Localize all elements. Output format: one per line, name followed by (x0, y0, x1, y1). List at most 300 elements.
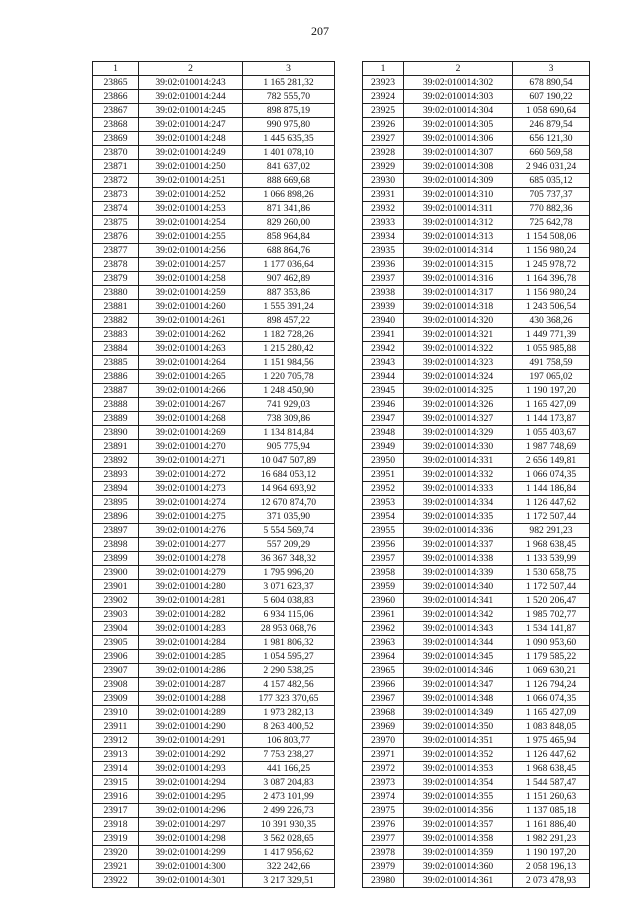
cadastral-number-cell: 39:02:010014:298 (139, 832, 243, 846)
table-row (363, 370, 590, 384)
row-number-cell: 23930 (363, 174, 404, 188)
value-cell: 1 066 898,26 (243, 188, 335, 202)
row-number-cell: 23939 (363, 300, 404, 314)
table-row (93, 496, 335, 510)
value-cell: 557 209,29 (243, 538, 335, 552)
cadastral-number-cell: 39:02:010014:305 (404, 118, 513, 132)
cadastral-number-cell: 39:02:010014:295 (139, 790, 243, 804)
cadastral-number-cell: 39:02:010014:311 (404, 202, 513, 216)
row-number-cell: 23882 (93, 314, 139, 328)
row-number-cell: 23934 (363, 230, 404, 244)
row-number-cell: 23883 (93, 328, 139, 342)
cadastral-number-cell: 39:02:010014:338 (404, 552, 513, 566)
value-cell: 1 066 074,35 (513, 468, 590, 482)
cadastral-number-cell: 39:02:010014:312 (404, 216, 513, 230)
value-cell: 2 473 101,99 (243, 790, 335, 804)
value-cell: 725 642,78 (513, 216, 590, 230)
cadastral-number-cell: 39:02:010014:322 (404, 342, 513, 356)
cadastral-number-cell: 39:02:010014:333 (404, 482, 513, 496)
cadastral-number-cell: 39:02:010014:318 (404, 300, 513, 314)
table-row (93, 426, 335, 440)
cadastral-number-cell: 39:02:010014:316 (404, 272, 513, 286)
table-row (363, 356, 590, 370)
value-cell: 1 055 403,67 (513, 426, 590, 440)
table-row (363, 286, 590, 300)
row-number-cell: 23898 (93, 538, 139, 552)
cadastral-number-cell: 39:02:010014:261 (139, 314, 243, 328)
column-header-value: 3 (243, 62, 335, 76)
value-cell: 3 562 028,65 (243, 832, 335, 846)
row-number-cell: 23960 (363, 594, 404, 608)
row-number-cell: 23897 (93, 524, 139, 538)
value-cell: 2 946 031,24 (513, 160, 590, 174)
cadastral-number-cell: 39:02:010014:334 (404, 496, 513, 510)
table-row (93, 804, 335, 818)
value-cell: 688 864,76 (243, 244, 335, 258)
row-number-cell: 23873 (93, 188, 139, 202)
row-number-cell: 23942 (363, 342, 404, 356)
value-cell: 12 670 874,70 (243, 496, 335, 510)
row-number-cell: 23889 (93, 412, 139, 426)
value-cell: 491 758,59 (513, 356, 590, 370)
row-number-cell: 23945 (363, 384, 404, 398)
value-cell: 1 165 427,09 (513, 706, 590, 720)
cadastral-number-cell: 39:02:010014:296 (139, 804, 243, 818)
table-row (363, 846, 590, 860)
table-row (93, 566, 335, 580)
table-row (93, 272, 335, 286)
table-row (363, 510, 590, 524)
value-cell: 322 242,66 (243, 860, 335, 874)
cadastral-number-cell: 39:02:010014:360 (404, 860, 513, 874)
value-cell: 1 975 465,94 (513, 734, 590, 748)
value-cell: 430 368,26 (513, 314, 590, 328)
value-cell: 660 569,58 (513, 146, 590, 160)
table-body (363, 76, 590, 888)
cadastral-number-cell: 39:02:010014:247 (139, 118, 243, 132)
table-row (93, 230, 335, 244)
row-number-cell: 23894 (93, 482, 139, 496)
table-row (363, 860, 590, 874)
row-number-cell: 23887 (93, 384, 139, 398)
cadastral-number-cell: 39:02:010014:282 (139, 608, 243, 622)
value-cell: 1 054 595,27 (243, 650, 335, 664)
row-number-cell: 23919 (93, 832, 139, 846)
row-number-cell: 23892 (93, 454, 139, 468)
cadastral-number-cell: 39:02:010014:249 (139, 146, 243, 160)
table-row (93, 482, 335, 496)
value-cell: 1 968 638,45 (513, 762, 590, 776)
column-header-number: 1 (363, 62, 404, 76)
column-header-value: 3 (513, 62, 590, 76)
row-number-cell: 23874 (93, 202, 139, 216)
table-row (93, 874, 335, 888)
table-row (363, 636, 590, 650)
cadastral-number-cell: 39:02:010014:301 (139, 874, 243, 888)
row-number-cell: 23953 (363, 496, 404, 510)
value-cell: 1 144 173,87 (513, 412, 590, 426)
value-cell: 16 684 053,12 (243, 468, 335, 482)
table-row (93, 118, 335, 132)
row-number-cell: 23908 (93, 678, 139, 692)
cadastral-number-cell: 39:02:010014:326 (404, 398, 513, 412)
table-row (93, 202, 335, 216)
table-row (93, 76, 335, 90)
value-cell: 2 058 196,13 (513, 860, 590, 874)
row-number-cell: 23967 (363, 692, 404, 706)
row-number-cell: 23916 (93, 790, 139, 804)
value-cell: 1 066 074,35 (513, 692, 590, 706)
value-cell: 28 953 068,76 (243, 622, 335, 636)
row-number-cell: 23968 (363, 706, 404, 720)
table-row (363, 706, 590, 720)
value-cell: 6 934 115,06 (243, 608, 335, 622)
cadastral-number-cell: 39:02:010014:290 (139, 720, 243, 734)
row-number-cell: 23907 (93, 664, 139, 678)
table-row (363, 818, 590, 832)
row-number-cell: 23952 (363, 482, 404, 496)
value-cell: 1 243 506,54 (513, 300, 590, 314)
table-row (363, 538, 590, 552)
row-number-cell: 23936 (363, 258, 404, 272)
table-row (363, 398, 590, 412)
table-row (93, 706, 335, 720)
cadastral-number-cell: 39:02:010014:254 (139, 216, 243, 230)
cadastral-number-cell: 39:02:010014:302 (404, 76, 513, 90)
cadastral-number-cell: 39:02:010014:274 (139, 496, 243, 510)
cadastral-number-cell: 39:02:010014:358 (404, 832, 513, 846)
table-row (363, 762, 590, 776)
cadastral-number-cell: 39:02:010014:244 (139, 90, 243, 104)
table-row (363, 230, 590, 244)
row-number-cell: 23928 (363, 146, 404, 160)
cadastral-number-cell: 39:02:010014:327 (404, 412, 513, 426)
cadastral-number-cell: 39:02:010014:250 (139, 160, 243, 174)
row-number-cell: 23865 (93, 76, 139, 90)
row-number-cell: 23875 (93, 216, 139, 230)
cadastral-number-cell: 39:02:010014:277 (139, 538, 243, 552)
cadastral-number-cell: 39:02:010014:330 (404, 440, 513, 454)
table-row (93, 454, 335, 468)
table-row (93, 300, 335, 314)
cadastral-number-cell: 39:02:010014:260 (139, 300, 243, 314)
value-cell: 705 737,37 (513, 188, 590, 202)
value-cell: 1 172 507,44 (513, 510, 590, 524)
value-cell: 371 035,90 (243, 510, 335, 524)
cadastral-number-cell: 39:02:010014:357 (404, 818, 513, 832)
registry-table-left (92, 61, 335, 888)
cadastral-number-cell: 39:02:010014:285 (139, 650, 243, 664)
cadastral-number-cell: 39:02:010014:279 (139, 566, 243, 580)
table-row (93, 342, 335, 356)
cadastral-number-cell: 39:02:010014:304 (404, 104, 513, 118)
cadastral-number-cell: 39:02:010014:332 (404, 468, 513, 482)
cadastral-number-cell: 39:02:010014:262 (139, 328, 243, 342)
value-cell: 841 637,02 (243, 160, 335, 174)
value-cell: 1 151 984,56 (243, 356, 335, 370)
row-number-cell: 23975 (363, 804, 404, 818)
table-row (363, 720, 590, 734)
table-row (93, 734, 335, 748)
cadastral-number-cell: 39:02:010014:253 (139, 202, 243, 216)
table-row (93, 104, 335, 118)
table-row (363, 468, 590, 482)
table-row (93, 762, 335, 776)
cadastral-number-cell: 39:02:010014:314 (404, 244, 513, 258)
value-cell: 2 073 478,93 (513, 874, 590, 888)
value-cell: 1 069 630,21 (513, 664, 590, 678)
row-number-cell: 23943 (363, 356, 404, 370)
value-cell: 1 154 508,06 (513, 230, 590, 244)
row-number-cell: 23980 (363, 874, 404, 888)
table-row (363, 482, 590, 496)
row-number-cell: 23973 (363, 776, 404, 790)
value-cell: 177 323 370,65 (243, 692, 335, 706)
value-cell: 741 929,03 (243, 398, 335, 412)
row-number-cell: 23933 (363, 216, 404, 230)
row-number-cell: 23966 (363, 678, 404, 692)
table-row (363, 776, 590, 790)
table-row (363, 118, 590, 132)
cadastral-number-cell: 39:02:010014:307 (404, 146, 513, 160)
cadastral-number-cell: 39:02:010014:275 (139, 510, 243, 524)
page-number: 207 (311, 24, 329, 38)
cadastral-number-cell: 39:02:010014:306 (404, 132, 513, 146)
row-number-cell: 23971 (363, 748, 404, 762)
row-number-cell: 23877 (93, 244, 139, 258)
row-number-cell: 23929 (363, 160, 404, 174)
table-row (363, 566, 590, 580)
value-cell: 1 987 748,69 (513, 440, 590, 454)
table-row (93, 356, 335, 370)
value-cell: 887 353,86 (243, 286, 335, 300)
table-row (93, 188, 335, 202)
table-row (363, 132, 590, 146)
row-number-cell: 23923 (363, 76, 404, 90)
row-number-cell: 23915 (93, 776, 139, 790)
value-cell: 1 134 814,84 (243, 426, 335, 440)
row-number-cell: 23895 (93, 496, 139, 510)
row-number-cell: 23977 (363, 832, 404, 846)
table-row (363, 594, 590, 608)
value-cell: 1 248 450,90 (243, 384, 335, 398)
cadastral-number-cell: 39:02:010014:315 (404, 258, 513, 272)
table-row (363, 496, 590, 510)
row-number-cell: 23866 (93, 90, 139, 104)
table-row (363, 454, 590, 468)
table-body (93, 76, 335, 888)
row-number-cell: 23867 (93, 104, 139, 118)
table-row (363, 790, 590, 804)
cadastral-number-cell: 39:02:010014:350 (404, 720, 513, 734)
row-number-cell: 23924 (363, 90, 404, 104)
row-number-cell: 23876 (93, 230, 139, 244)
table-row (363, 678, 590, 692)
value-cell: 1 182 728,26 (243, 328, 335, 342)
value-cell: 1 534 141,87 (513, 622, 590, 636)
table-row (363, 384, 590, 398)
cadastral-number-cell: 39:02:010014:337 (404, 538, 513, 552)
row-number-cell: 23886 (93, 370, 139, 384)
value-cell: 685 035,12 (513, 174, 590, 188)
row-number-cell: 23978 (363, 846, 404, 860)
table-row (363, 524, 590, 538)
table-row (93, 132, 335, 146)
table-row (363, 202, 590, 216)
table-row (363, 272, 590, 286)
row-number-cell: 23956 (363, 538, 404, 552)
cadastral-number-cell: 39:02:010014:335 (404, 510, 513, 524)
cadastral-number-cell: 39:02:010014:265 (139, 370, 243, 384)
value-cell: 8 263 400,52 (243, 720, 335, 734)
row-number-cell: 23869 (93, 132, 139, 146)
cadastral-number-cell: 39:02:010014:266 (139, 384, 243, 398)
value-cell: 1 137 085,18 (513, 804, 590, 818)
row-number-cell: 23927 (363, 132, 404, 146)
row-number-cell: 23885 (93, 356, 139, 370)
table-row (93, 384, 335, 398)
cadastral-number-cell: 39:02:010014:329 (404, 426, 513, 440)
cadastral-number-cell: 39:02:010014:354 (404, 776, 513, 790)
cadastral-number-cell: 39:02:010014:269 (139, 426, 243, 440)
table-row (93, 398, 335, 412)
table-row (93, 90, 335, 104)
row-number-cell: 23881 (93, 300, 139, 314)
row-number-cell: 23904 (93, 622, 139, 636)
table-row (363, 580, 590, 594)
cadastral-number-cell: 39:02:010014:271 (139, 454, 243, 468)
cadastral-number-cell: 39:02:010014:294 (139, 776, 243, 790)
value-cell: 2 499 226,73 (243, 804, 335, 818)
table-row (363, 650, 590, 664)
value-cell: 10 047 507,89 (243, 454, 335, 468)
cadastral-number-cell: 39:02:010014:321 (404, 328, 513, 342)
value-cell: 1 133 539,99 (513, 552, 590, 566)
table-row (363, 622, 590, 636)
row-number-cell: 23963 (363, 636, 404, 650)
value-cell: 441 166,25 (243, 762, 335, 776)
table-row (93, 594, 335, 608)
cadastral-number-cell: 39:02:010014:278 (139, 552, 243, 566)
value-cell: 1 968 638,45 (513, 538, 590, 552)
row-number-cell: 23920 (93, 846, 139, 860)
value-cell: 990 975,80 (243, 118, 335, 132)
table-row (93, 552, 335, 566)
row-number-cell: 23944 (363, 370, 404, 384)
row-number-cell: 23961 (363, 608, 404, 622)
cadastral-number-cell: 39:02:010014:341 (404, 594, 513, 608)
row-number-cell: 23965 (363, 664, 404, 678)
table-header-row (93, 62, 335, 76)
value-cell: 5 604 038,83 (243, 594, 335, 608)
table-row (363, 174, 590, 188)
table-row (363, 552, 590, 566)
row-number-cell: 23884 (93, 342, 139, 356)
row-number-cell: 23900 (93, 566, 139, 580)
cadastral-number-cell: 39:02:010014:276 (139, 524, 243, 538)
table-row (93, 146, 335, 160)
row-number-cell: 23954 (363, 510, 404, 524)
cadastral-number-cell: 39:02:010014:340 (404, 580, 513, 594)
row-number-cell: 23970 (363, 734, 404, 748)
cadastral-number-cell: 39:02:010014:339 (404, 566, 513, 580)
table-row (363, 692, 590, 706)
row-number-cell: 23979 (363, 860, 404, 874)
cadastral-number-cell: 39:02:010014:331 (404, 454, 513, 468)
value-cell: 1 973 282,13 (243, 706, 335, 720)
row-number-cell: 23959 (363, 580, 404, 594)
table-row (363, 104, 590, 118)
row-number-cell: 23903 (93, 608, 139, 622)
cadastral-number-cell: 39:02:010014:303 (404, 90, 513, 104)
cadastral-number-cell: 39:02:010014:270 (139, 440, 243, 454)
cadastral-number-cell: 39:02:010014:292 (139, 748, 243, 762)
table-row (363, 832, 590, 846)
table-row (93, 160, 335, 174)
cadastral-number-cell: 39:02:010014:288 (139, 692, 243, 706)
cadastral-number-cell: 39:02:010014:336 (404, 524, 513, 538)
cadastral-number-cell: 39:02:010014:252 (139, 188, 243, 202)
table-row (363, 748, 590, 762)
value-cell: 656 121,30 (513, 132, 590, 146)
row-number-cell: 23905 (93, 636, 139, 650)
value-cell: 888 669,68 (243, 174, 335, 188)
cadastral-number-cell: 39:02:010014:351 (404, 734, 513, 748)
value-cell: 1 165 427,09 (513, 398, 590, 412)
cadastral-number-cell: 39:02:010014:257 (139, 258, 243, 272)
cadastral-number-cell: 39:02:010014:352 (404, 748, 513, 762)
value-cell: 1 445 635,35 (243, 132, 335, 146)
column-header-number: 1 (93, 62, 139, 76)
row-number-cell: 23932 (363, 202, 404, 216)
table-row (363, 90, 590, 104)
value-cell: 1 544 587,47 (513, 776, 590, 790)
cadastral-number-cell: 39:02:010014:346 (404, 664, 513, 678)
row-number-cell: 23958 (363, 566, 404, 580)
row-number-cell: 23937 (363, 272, 404, 286)
table-row (93, 258, 335, 272)
row-number-cell: 23878 (93, 258, 139, 272)
row-number-cell: 23872 (93, 174, 139, 188)
table-row (363, 76, 590, 90)
table-row (93, 664, 335, 678)
value-cell: 1 190 197,20 (513, 384, 590, 398)
cadastral-number-cell: 39:02:010014:286 (139, 664, 243, 678)
row-number-cell: 23913 (93, 748, 139, 762)
value-cell: 1 126 447,62 (513, 748, 590, 762)
row-number-cell: 23880 (93, 286, 139, 300)
table-row (363, 440, 590, 454)
row-number-cell: 23949 (363, 440, 404, 454)
value-cell: 1 220 705,78 (243, 370, 335, 384)
row-number-cell: 23976 (363, 818, 404, 832)
value-cell: 1 520 206,47 (513, 594, 590, 608)
table-row (93, 244, 335, 258)
cadastral-number-cell: 39:02:010014:359 (404, 846, 513, 860)
table-row (93, 720, 335, 734)
table-row (93, 580, 335, 594)
cadastral-number-cell: 39:02:010014:256 (139, 244, 243, 258)
cadastral-number-cell: 39:02:010014:355 (404, 790, 513, 804)
column-header-cadastral: 2 (404, 62, 513, 76)
table-row (93, 790, 335, 804)
cadastral-number-cell: 39:02:010014:313 (404, 230, 513, 244)
row-number-cell: 23951 (363, 468, 404, 482)
row-number-cell: 23931 (363, 188, 404, 202)
cadastral-number-cell: 39:02:010014:342 (404, 608, 513, 622)
cadastral-number-cell: 39:02:010014:344 (404, 636, 513, 650)
row-number-cell: 23969 (363, 720, 404, 734)
